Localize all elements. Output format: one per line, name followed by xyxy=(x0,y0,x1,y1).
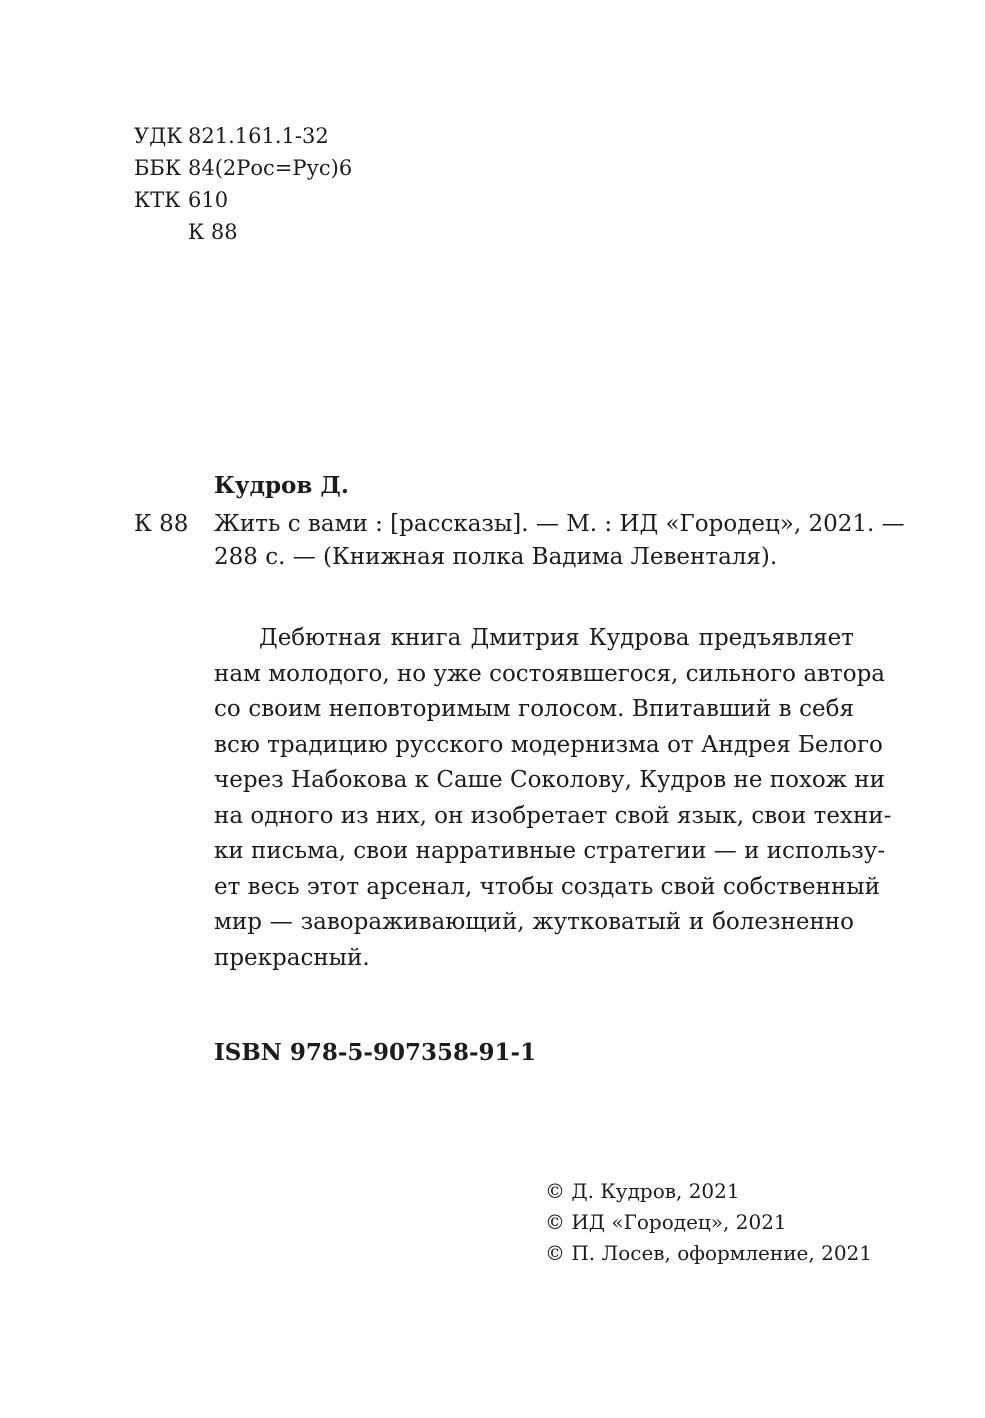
bibliographic-description xyxy=(214,508,905,574)
copyright-line: © Д. Кудров, 2021 xyxy=(545,1179,740,1203)
annotation-line: ет весь этот арсенал, чтобы создать свой собственный xyxy=(214,873,880,900)
record-cutter-mark: К 88 xyxy=(134,511,189,537)
annotation-paragraph xyxy=(214,621,892,976)
bbk-row xyxy=(134,152,352,184)
record-author: Кудров Д. xyxy=(214,472,349,499)
author-mark: К 88 xyxy=(188,220,238,244)
ktk-value: 610 xyxy=(188,188,229,212)
udk-row xyxy=(134,120,352,152)
classification-block xyxy=(134,120,352,248)
ktk-row xyxy=(134,184,352,216)
annotation-line: ки письма, свои нарративные стратегии — и использу- xyxy=(214,838,886,864)
copyright-block xyxy=(545,1176,872,1269)
copyright-line: © ИД «Городец», 2021 xyxy=(545,1210,787,1234)
annotation-line: на одного из них, он изобретает свой язык, свои техни- xyxy=(214,802,892,829)
udk-value: 821.161.1-32 xyxy=(188,124,329,148)
annotation-line: прекрасный. xyxy=(214,944,370,971)
bbk-value: 84(2Рос=Рус)6 xyxy=(188,156,353,180)
annotation-line: всю традицию русского модернизма от Андрея Белого xyxy=(214,731,883,758)
annotation-line: мир — завораживающий, жутковатый и болезненно xyxy=(214,909,854,935)
annotation-line: со своим неповторимым голосом. Впитавший в себя xyxy=(214,696,854,722)
udk-label: УДК xyxy=(134,124,183,148)
ktk-label: КТК xyxy=(134,188,181,212)
biblio-line: Жить с вами : [рассказы]. — М. : ИД «Городец», 2021. — xyxy=(214,511,905,537)
annotation-line: Дебютная книга Дмитрия Кудрова предъявляет xyxy=(259,625,854,651)
annotation-line: нам молодого, но уже состоявшегося, сильного автора xyxy=(214,660,886,687)
isbn: ISBN 978-5-907358-91-1 xyxy=(214,1039,537,1066)
biblio-line: 288 с. — (Книжная полка Вадима Левенталя). xyxy=(214,544,778,570)
annotation-line: через Набокова к Саше Соколову, Кудров не похож ни xyxy=(214,767,885,793)
copyright-line: © П. Лосев, оформление, 2021 xyxy=(545,1241,873,1265)
author-mark-row xyxy=(134,216,352,248)
bbk-label: ББК xyxy=(134,156,182,180)
